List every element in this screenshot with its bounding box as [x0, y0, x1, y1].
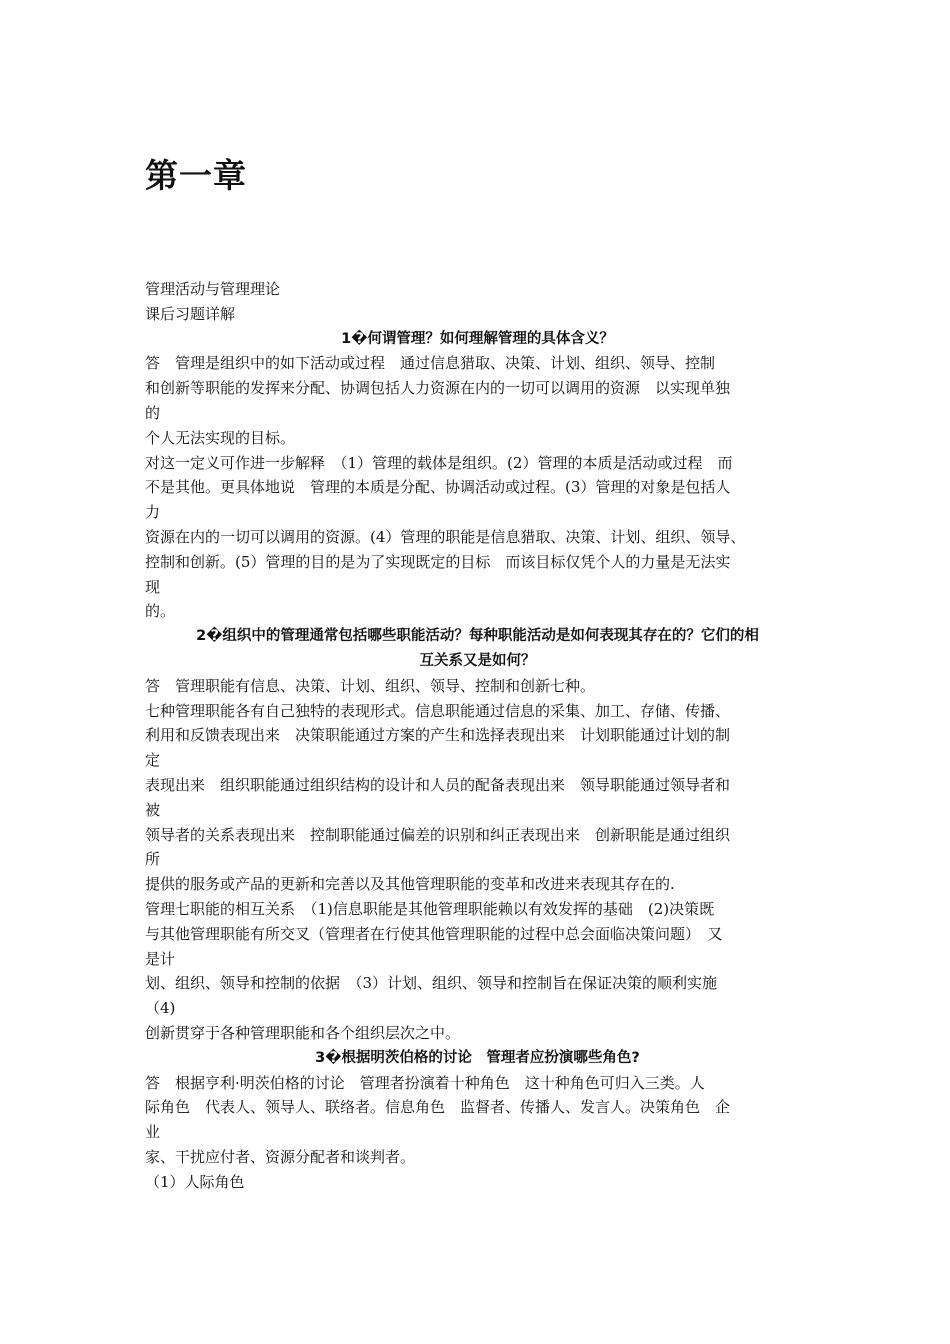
paragraph-line: 与其他管理职能有所交叉（管理者在行使其他管理职能的过程中总会面临决策问题） 又 [145, 924, 723, 943]
paragraph-line: 的。 [145, 602, 176, 621]
paragraph-line: （1）人际角色 [145, 1172, 245, 1191]
paragraph-line: 所 [145, 850, 161, 869]
paragraph-line: 际角色 代表人、领导人、联络者。信息角色 监督者、传播人、发言人。决策角色 企 [145, 1098, 731, 1117]
paragraph-line: 表现出来 组织职能通过组织结构的设计和人员的配备表现出来 领导职能通过领导者和 [145, 775, 731, 794]
paragraph-line: 不是其他。更具体地说 管理的本质是分配、协调活动或过程。(3）管理的对象是包括人 [145, 478, 731, 497]
paragraph-line: 的 [145, 403, 161, 422]
paragraph-line: 力 [145, 503, 161, 522]
paragraph-line: 被 [145, 800, 161, 819]
paragraph-line: 资源在内的一切可以调用的资源。(4）管理的职能是信息猎取、决策、计划、组织、领导、 [145, 527, 746, 546]
paragraph-line: 管理活动与管理理论 [145, 280, 281, 298]
paragraph-line: 答 根据亨利·明茨伯格的讨论 管理者扮演着十种角色 这十种角色可归入三类。人 [145, 1073, 705, 1092]
paragraph-line: 答 管理是组织中的如下活动或过程 通过信息猎取、决策、计划、组织、领导、控制 [145, 354, 716, 373]
chapter-title: 第一章 [145, 156, 247, 195]
paragraph-line: 管理七职能的相互关系 （1)信息职能是其他管理职能赖以有效发挥的基础 (2)决策既 [145, 899, 715, 918]
question-heading: 3�根据明茨伯格的讨论 管理者应扮演哪些角色? [315, 1049, 640, 1066]
paragraph-line: 对这一定义可作进一步解释 （1）管理的载体是组织。(2）管理的本质是活动或过程 而 [145, 453, 733, 472]
paragraph-line: 利用和反馈表现出来 决策职能通过方案的产生和选择表现出来 计划职能通过计划的制 [145, 726, 731, 745]
question-heading: 2�组织中的管理通常包括哪些职能活动？每种职能活动是如何表现其存在的？它们的相 [196, 628, 759, 645]
paragraph-line: 业 [145, 1123, 161, 1142]
paragraph-line: 七种管理职能各有自己独特的表现形式。信息职能通过信息的采集、加工、存储、传播、 [145, 701, 731, 720]
paragraph-line: 课后习题详解 [145, 304, 236, 323]
paragraph-line: （4) [145, 999, 176, 1018]
paragraph-line: 和创新等职能的发挥来分配、协调包括人力资源在内的一切可以调用的资源 以实现单独 [145, 379, 731, 398]
paragraph-line: 现 [145, 577, 161, 596]
paragraph-line: 提供的服务或产品的更新和完善以及其他管理职能的变革和改进来表现其存在的. [145, 875, 675, 894]
paragraph-line: 答 管理职能有信息、决策、计划、组织、领导、控制和创新七种。 [145, 676, 596, 695]
paragraph-line: 领导者的关系表现出来 控制职能通过偏差的识别和纠正表现出来 创新职能是通过组织 [145, 825, 731, 844]
paragraph-line: 定 [145, 751, 161, 770]
question-heading: 1�何谓管理？如何理解管理的具体含义？ [341, 330, 614, 347]
paragraph-line: 控制和创新。(5）管理的目的是为了实现既定的目标 而该目标仅凭个人的力量是无法实 [145, 552, 731, 571]
paragraph-line: 家、干扰应付者、资源分配者和谈判者。 [145, 1147, 416, 1166]
paragraph-line: 划、组织、领导和控制的依据 （3）计划、组织、领导和控制旨在保证决策的顺利实施 [145, 974, 718, 993]
question-heading: 互关系又是如何？ [419, 652, 536, 669]
paragraph-line: 创新贯穿于各种管理职能和各个组织层次之中。 [145, 1023, 461, 1042]
paragraph-line: 是计 [145, 949, 176, 968]
document-body [145, 277, 810, 1194]
paragraph-line: 个人无法实现的目标。 [145, 428, 296, 447]
